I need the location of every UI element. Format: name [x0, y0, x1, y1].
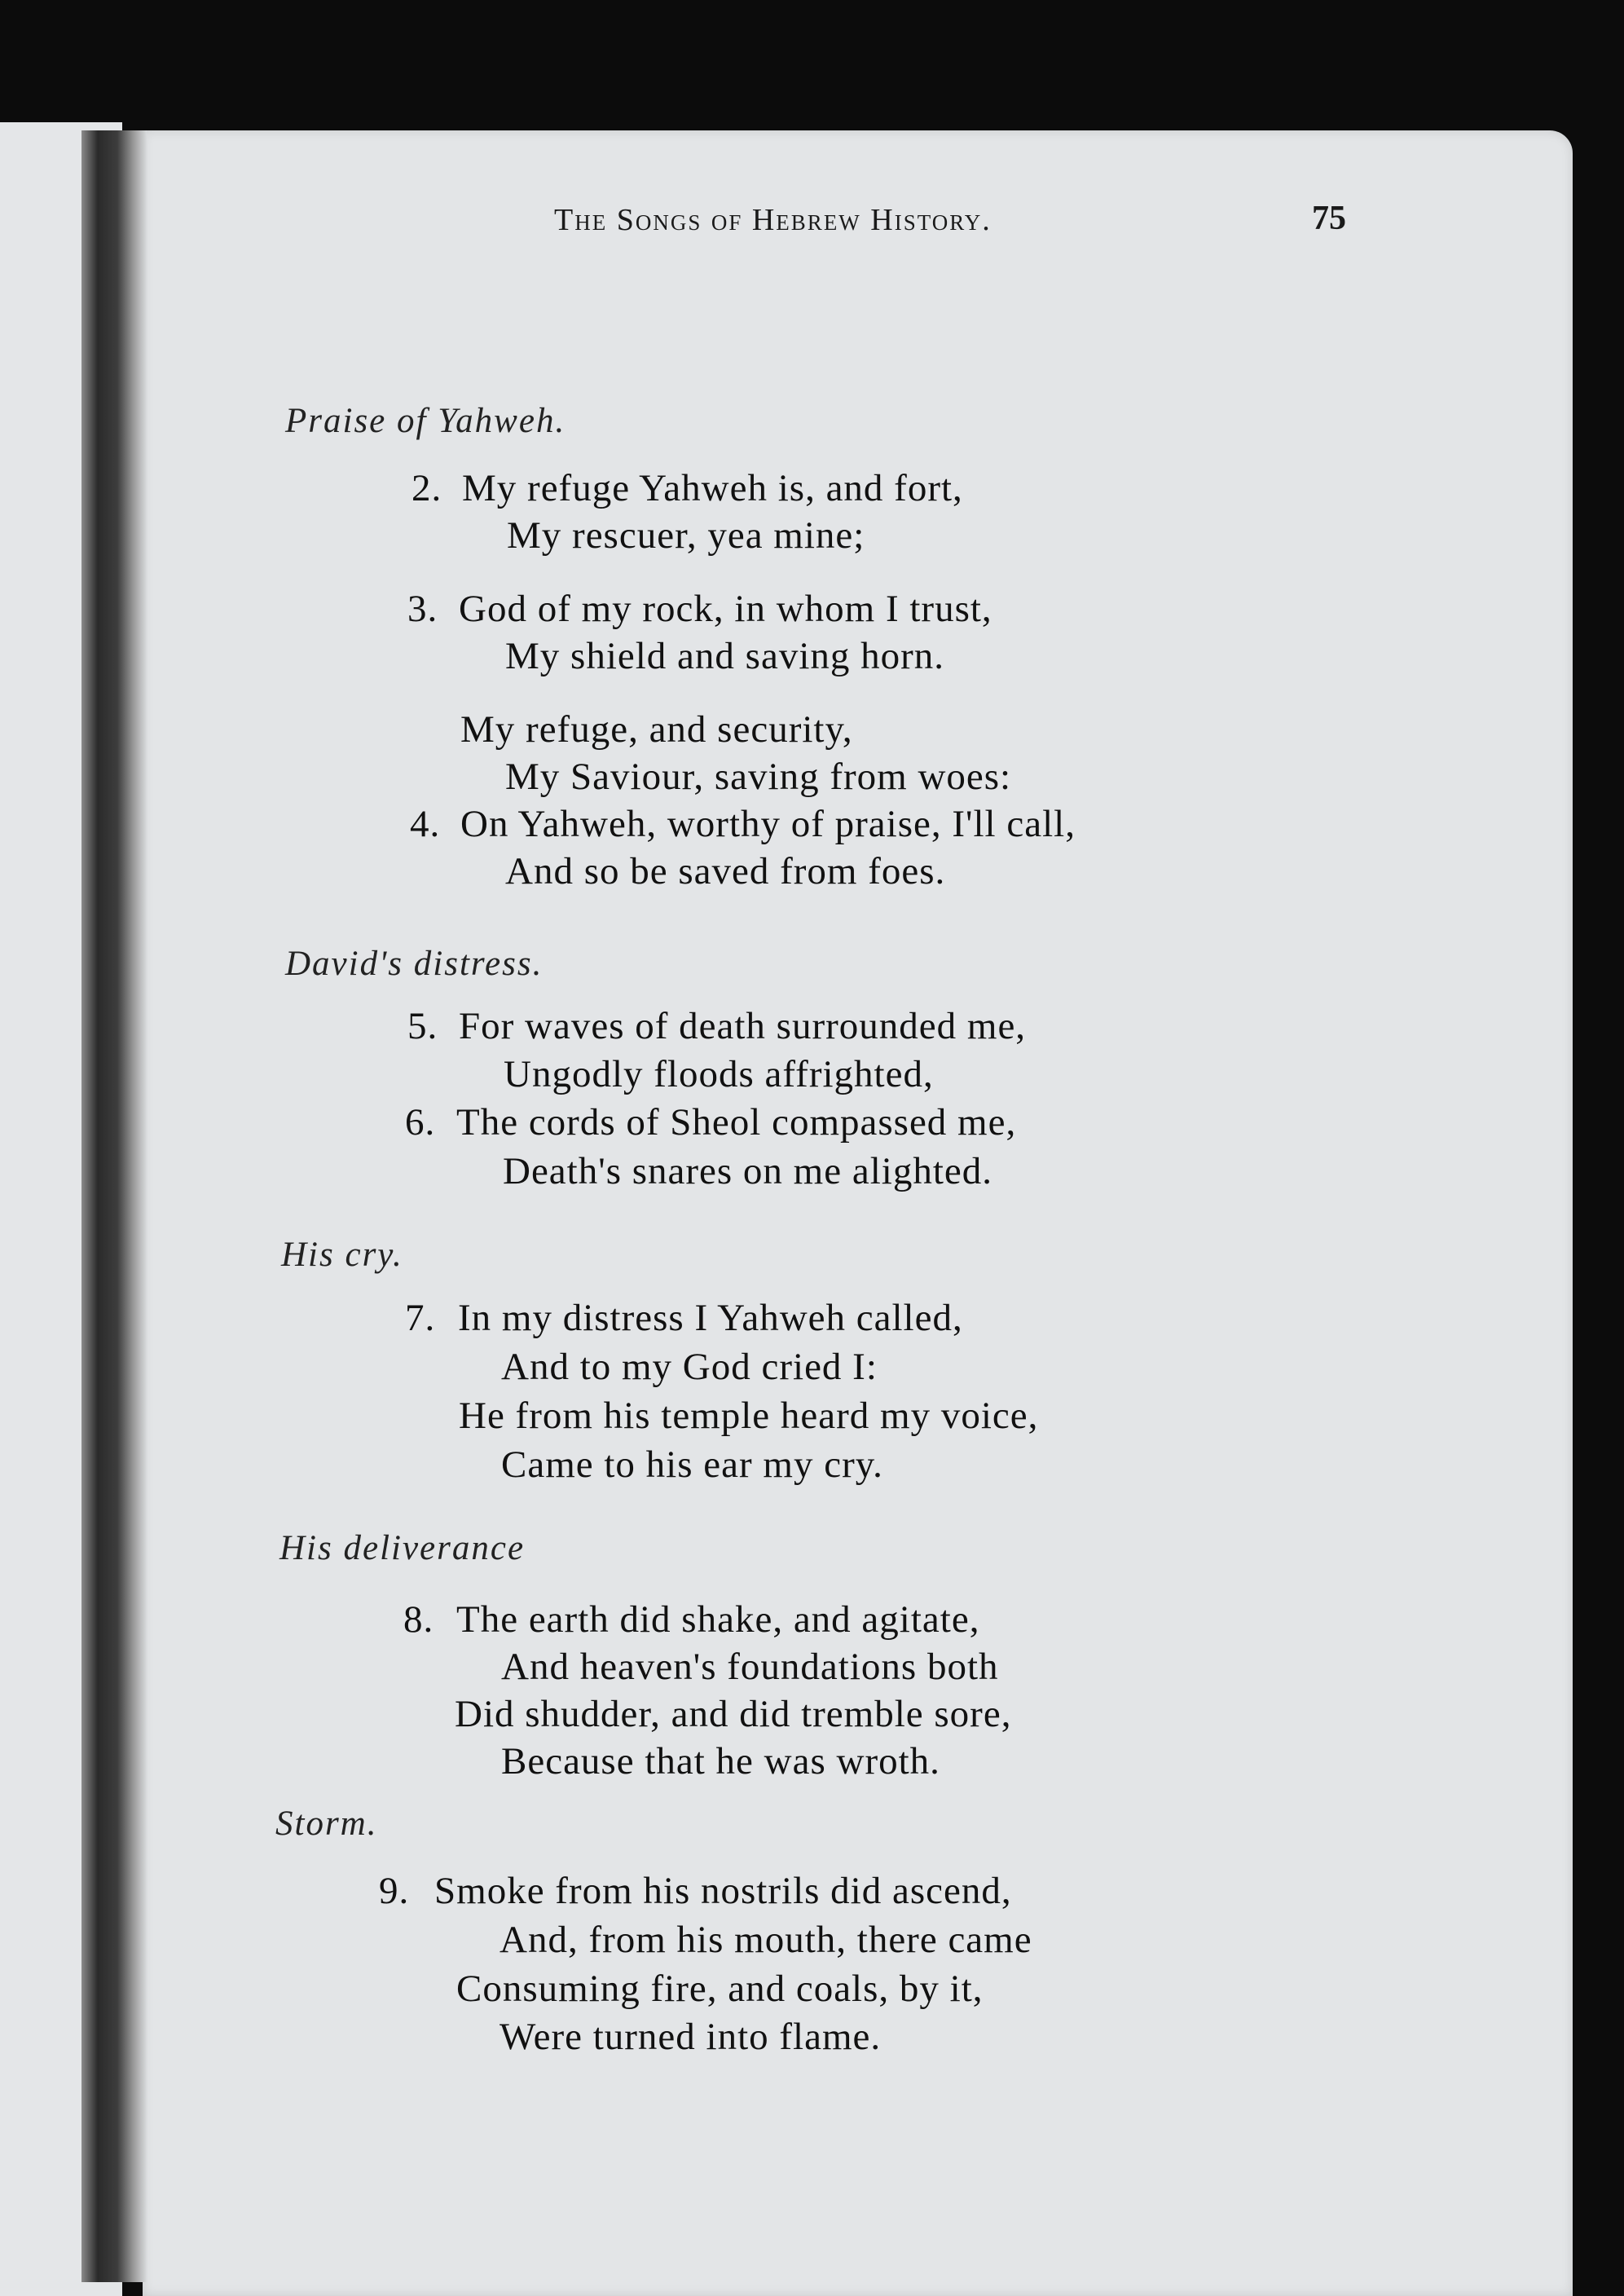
- section-heading-cry: His cry.: [281, 1236, 403, 1274]
- section-heading-storm: Storm.: [275, 1805, 378, 1843]
- page-number: 75: [1312, 200, 1346, 237]
- book-spine-shadow: [81, 130, 147, 2282]
- section-heading-praise: Praise of Yahweh.: [285, 402, 566, 440]
- page-header: [407, 202, 1345, 259]
- section-heading-distress: David's distress.: [285, 945, 544, 983]
- section-heading-deliverance: His deliverance: [279, 1529, 526, 1567]
- running-head: The Songs of Hebrew History.: [554, 203, 992, 237]
